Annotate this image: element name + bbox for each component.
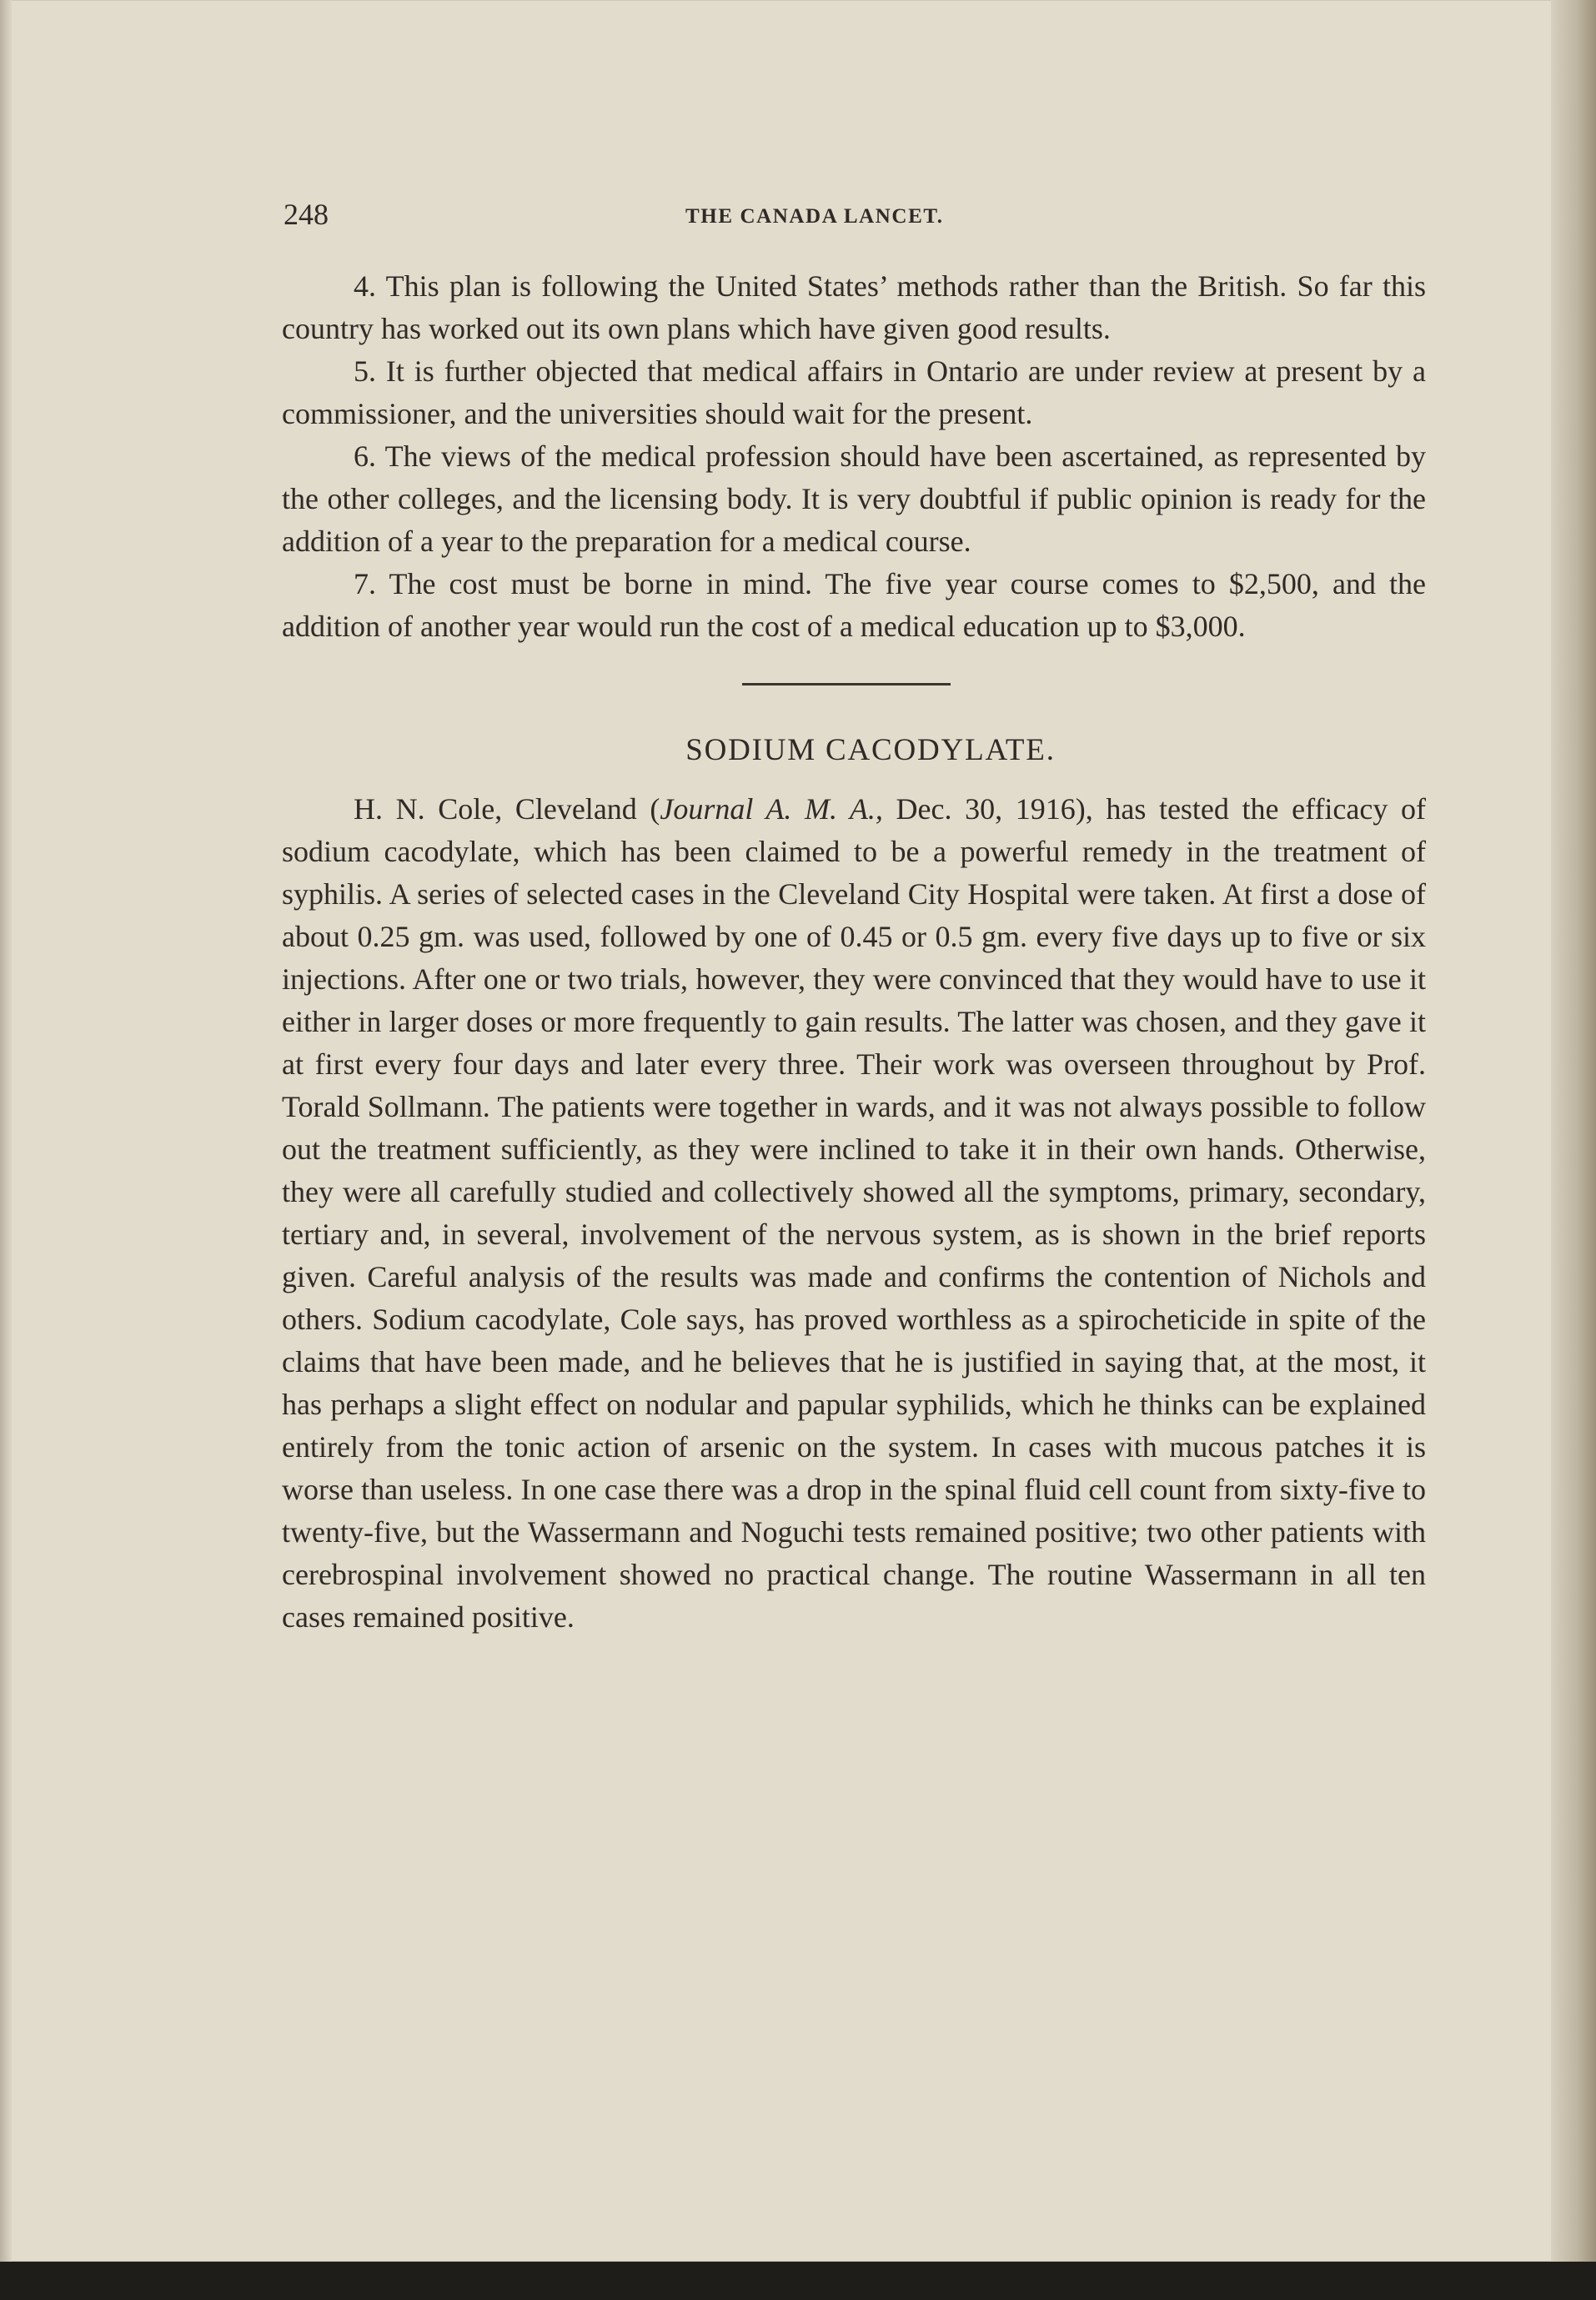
page-number: 248 <box>284 198 329 231</box>
binding-gutter <box>0 0 12 2262</box>
page-header <box>284 197 1434 239</box>
scan-background <box>0 2262 1596 2300</box>
article-lead-rest: Dec. 30, 1916), has tested the efficacy of sodium cacodylate, which has been claimed to be a powerful remedy in the treatment of syphilis. A series of selected cases in the Cleveland City Hospital were taken. At first a dose of about 0.25 gm. was used, followed by one of 0.45 or 0.5 gm. every five days up to five or six injections. After one or two trials, however, they were convinced that they would have to use it either in larger doses or more frequently to gain results. The latter was chosen, and they gave it at first every four days and later every three. Their work was overseen throughout by Prof. Torald Sollmann. The patients were together in wards, and it was not always possible to follow out the treatment sufficiently, as they were inclined to take it in their own hands. Otherwise, they were all carefully studied and collectively showed all the symptoms, primary, secondary, tertiary and, in several, involvement of the nervous system, as is shown in the brief reports given. Careful analysis of the results was made and confirms the contention of Nichols and others. Sodium cacodylate, Cole says, has proved worthless as a spirocheticide in spite of the claims that have been made, and he believes that he is justified in saying that, at the most, it has perhaps a slight effect on nodular and papular syphilids, which he thinks can be explained entirely from the tonic action of arsenic on the system. In cases with mucous patches it is worse than useless. In one case there was a drop in the spinal fluid cell count from sixty-five to twenty-five, but the Wassermann and Noguchi tests remained positive; two other patients with cerebrospinal involvement showed no practical change. The routine Wassermann in all ten cases remained positive. <box>282 792 1426 1634</box>
page-edge <box>1551 0 1596 2262</box>
paragraph-6: 6. The views of the medical profession should have been ascertained, as represented by the other colleges, and the licensing body. It is very doubtful if public opinion is ready for the addition of a year to the preparation for a medical course. <box>282 439 1426 558</box>
journal-citation: Journal A. M. A., <box>660 792 883 826</box>
running-head: THE CANADA LANCET. <box>685 205 944 228</box>
article-title-text: SODIUM CACODYLATE. <box>685 733 1056 767</box>
body-text <box>282 265 1426 1639</box>
article-title <box>282 729 1426 771</box>
paragraph-5: 5. It is further objected that medical affairs in Ontario are under review at present by a commissioner, and the universities should wait for the present. <box>282 354 1426 430</box>
article-body <box>282 788 1426 1639</box>
paragraph-7: 7. The cost must be borne in mind. The five year course comes to $2,500, and the addition of another year would run the cost of a medical education up to $3,000. <box>282 567 1426 643</box>
paragraph-4: 4. This plan is following the United States’ methods rather than the British. So far this country has worked out its own plans which have given good results. <box>282 269 1426 345</box>
article-lead-start: H. N. Cole, Cleveland ( <box>354 792 660 826</box>
section-divider <box>742 683 951 685</box>
